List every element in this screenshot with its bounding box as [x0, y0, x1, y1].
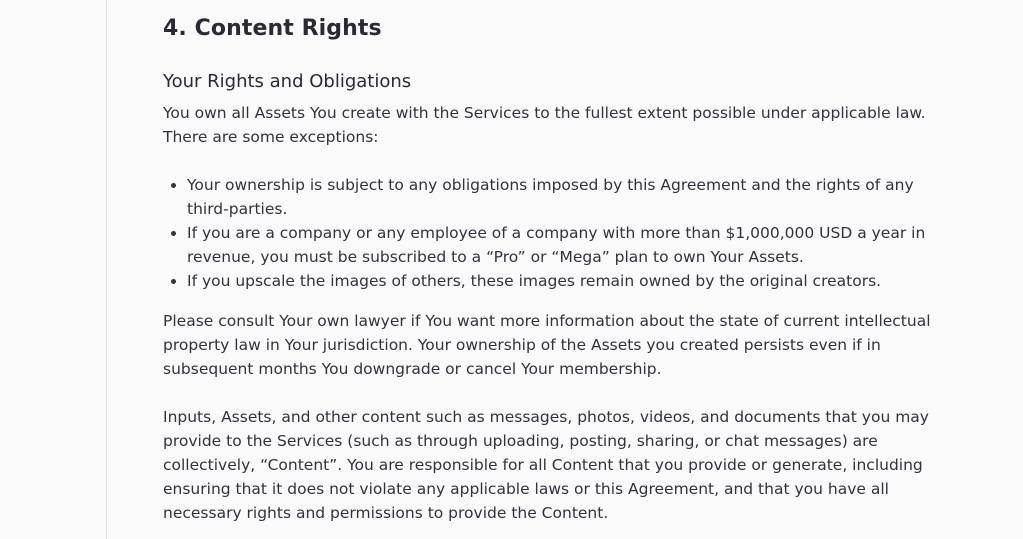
list-item-line: • If you are a company or any employee of a company with more than $1,000,000 USD a year in	[187, 224, 926, 242]
content-line: provide to the Services (such as through uploading, posting, sharing, or chat messages) are	[163, 432, 878, 450]
list-item-line: • Your ownership is subject to any obligations imposed by this Agreement and the rights of any	[187, 176, 914, 194]
lawyer-paragraph	[163, 309, 931, 381]
content-line: collectively, “Content”. You are responsible for all Content that you provide or generate, including	[163, 456, 923, 474]
list-item-line: third-parties.	[187, 200, 288, 218]
content-left-border	[106, 0, 107, 539]
intro-paragraph	[163, 101, 926, 149]
section-title: 4. Content Rights	[163, 16, 382, 41]
list-item-line: • If you upscale the images of others, these images remain owned by the original creators.	[187, 272, 882, 290]
list-item	[187, 221, 926, 269]
list-item	[187, 269, 903, 293]
content-line: ensuring that it does not violate any applicable laws or this Agreement, and that you have all	[163, 480, 889, 498]
list-item	[187, 173, 914, 221]
intro-line: There are some exceptions:	[163, 128, 379, 146]
list-item-line: revenue, you must be subscribed to a “Pro” or “Mega” plan to own Your Assets.	[187, 248, 804, 266]
lawyer-line: subsequent months You downgrade or cancel Your membership.	[163, 360, 662, 378]
content-line: necessary rights and permissions to provide the Content.	[163, 504, 609, 522]
subsection-title: Your Rights and Obligations	[163, 71, 412, 92]
lawyer-line: property law in Your jurisdiction. Your ownership of the Assets you created persists even if in	[163, 336, 881, 354]
content-paragraph	[163, 405, 929, 525]
lawyer-line: Please consult Your own lawyer if You want more information about the state of current intellectual	[163, 312, 931, 330]
exceptions-list	[163, 173, 926, 293]
content-line: Inputs, Assets, and other content such as messages, photos, videos, and documents that you may	[163, 408, 929, 426]
intro-line: You own all Assets You create with the Services to the fullest extent possible under applicable law.	[163, 104, 926, 122]
